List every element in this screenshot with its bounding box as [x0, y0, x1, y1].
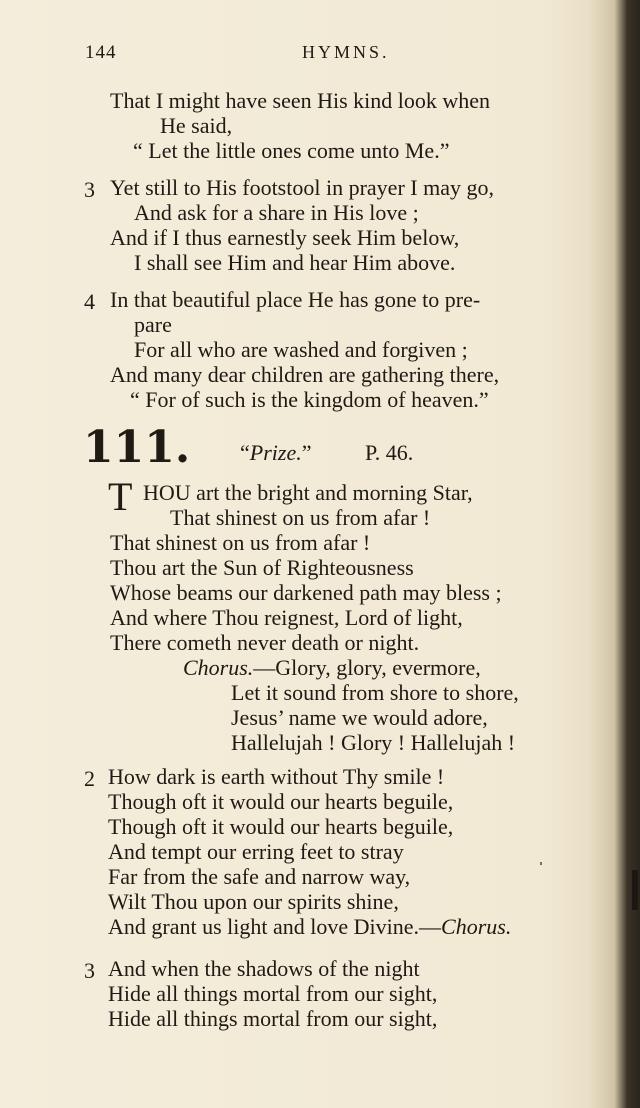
verse-line: HOU art the bright and morning Star,	[143, 480, 473, 505]
chorus-line: Let it sound from shore to shore,	[231, 680, 519, 705]
verse-line: Hide all things mortal from our sight,	[108, 981, 438, 1006]
verse-line: And tempt our erring feet to stray	[108, 839, 404, 864]
verse-line: There cometh never death or night.	[110, 630, 420, 655]
verse-line: And if I thus earnestly seek Him below,	[110, 225, 460, 250]
verse-line: Though oft it would our hearts beguile,	[108, 814, 454, 839]
continuation-line: “ Let the little ones come unto Me.”	[133, 138, 450, 163]
verse-line: I shall see Him and hear Him above.	[134, 250, 456, 275]
verse-line	[108, 914, 511, 939]
continuation-line: He said,	[160, 113, 233, 138]
paper-speck	[540, 862, 542, 865]
verse-line: For all who are washed and forgiven ;	[134, 337, 468, 362]
verse-number: 3	[84, 177, 95, 202]
verse-number: 4	[84, 289, 95, 314]
verse-line: Though oft it would our hearts beguile,	[108, 789, 454, 814]
verse-line: And many dear children are gathering there,	[110, 362, 500, 387]
running-title: HYMNS.	[302, 42, 390, 62]
chorus-line: Hallelujah ! Glory ! Hallelujah !	[231, 730, 516, 755]
page-reference: P. 46.	[365, 440, 414, 465]
verse-line: That shinest on us from afar !	[170, 505, 431, 530]
verse-line: Yet still to His footstool in prayer I may go,	[110, 175, 494, 200]
verse-line: That shinest on us from afar !	[110, 530, 371, 555]
verse-number: 2	[84, 766, 95, 791]
tune-close-quote: ”	[301, 440, 312, 465]
tune-title: Prize.	[249, 440, 302, 465]
continuation-line: That I might have seen His kind look when	[110, 88, 491, 113]
verse-line: In that beautiful place He has gone to pre-	[110, 287, 481, 312]
drop-cap: T	[108, 474, 133, 519]
verse-line-text: And grant us light and love Divine.—	[108, 914, 442, 939]
tune-open-quote: “	[240, 440, 250, 465]
page-number: 144	[85, 42, 117, 63]
verse-line: And when the shadows of the night	[108, 956, 420, 981]
binding-shadow	[632, 870, 638, 910]
chorus-label: Chorus.	[183, 655, 254, 680]
verse-line: And where Thou reignest, Lord of light,	[110, 605, 463, 630]
verse-line: Hide all things mortal from our sight,	[108, 1006, 438, 1031]
verse-line: How dark is earth without Thy smile !	[108, 764, 445, 789]
verse-line: pare	[134, 312, 172, 337]
verse-line: Whose beams our darkened path may bless ;	[110, 580, 502, 605]
verse-line: Wilt Thou upon our spirits shine,	[108, 889, 399, 914]
chorus-reference: Chorus.	[441, 914, 512, 939]
verse-line: And ask for a share in His love ;	[134, 200, 419, 225]
chorus-line	[183, 655, 481, 680]
tune-name	[240, 440, 311, 465]
hymn-number: 111.	[83, 422, 191, 473]
verse-line: Far from the safe and narrow way,	[108, 864, 411, 889]
chorus-text: —Glory, glory, evermore,	[253, 655, 481, 680]
verse-number: 3	[84, 958, 95, 983]
chorus-line: Jesus’ name we would adore,	[231, 705, 488, 730]
verse-line: “ For of such is the kingdom of heaven.”	[130, 387, 489, 412]
verse-line: Thou art the Sun of Righteousness	[110, 555, 414, 580]
